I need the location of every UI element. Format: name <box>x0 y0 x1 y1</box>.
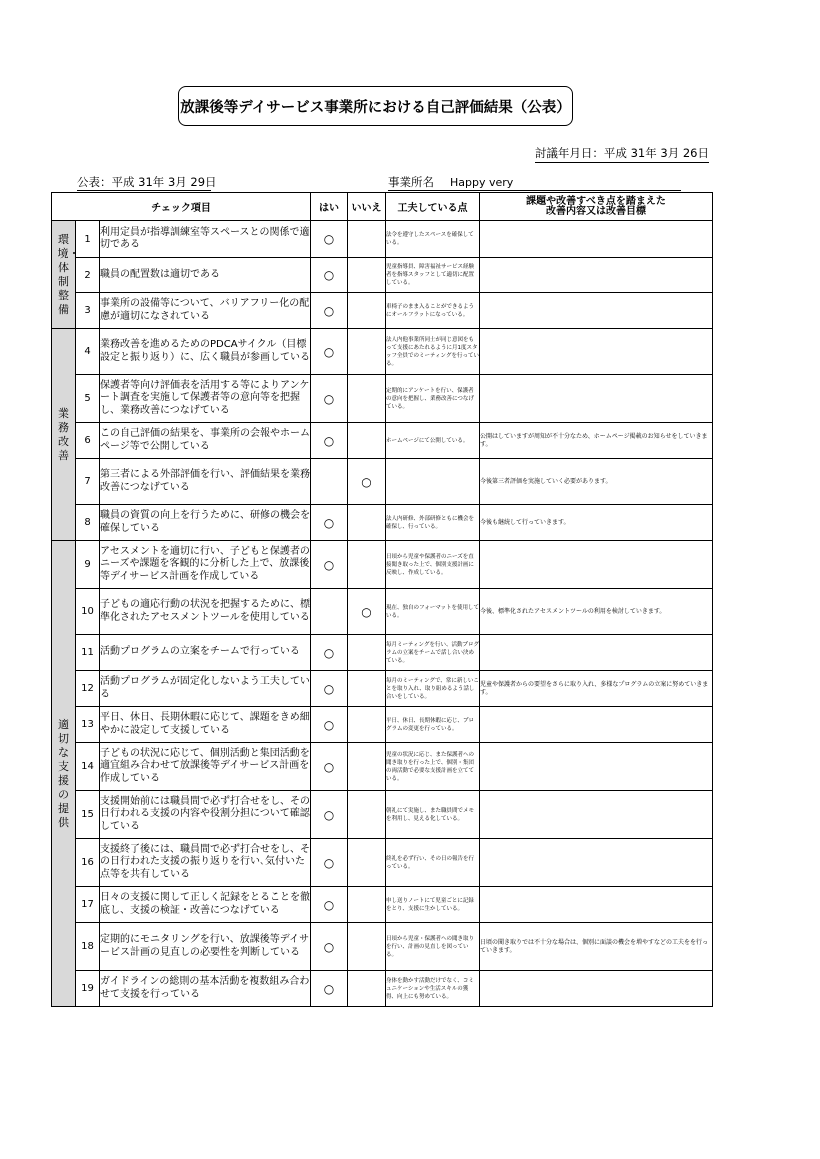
improvement-note <box>480 791 713 839</box>
yes-mark: ○ <box>311 221 348 258</box>
row-number: 9 <box>76 541 100 589</box>
improvement-note <box>480 839 713 887</box>
table-row <box>52 293 713 329</box>
table-row <box>52 671 713 707</box>
check-item: 職員の配置数は適切である <box>100 258 311 293</box>
publication-date: 公表：平成 31年 3月 29日 <box>77 175 217 189</box>
yes-mark: ○ <box>311 707 348 743</box>
yes-mark: ○ <box>311 375 348 423</box>
yes-mark: ○ <box>311 791 348 839</box>
no-mark: ○ <box>348 459 386 505</box>
table-row <box>52 791 713 839</box>
header-improvement <box>480 193 713 221</box>
category-label: 環境・体制整備 <box>57 232 80 316</box>
table-row <box>52 887 713 923</box>
header-improvement-line-2: 改善内容又は改善目標 <box>546 205 646 217</box>
row-number: 5 <box>76 375 100 423</box>
row-number: 1 <box>76 221 100 258</box>
effort-note: 法令を遵守したスペースを確保している。 <box>386 221 480 258</box>
row-number: 6 <box>76 423 100 459</box>
yes-mark: ○ <box>311 923 348 971</box>
improvement-note: 児童や保護者からの要望をさらに取り入れ、多様なプログラムの立案に努めていきます。 <box>480 671 713 707</box>
improvement-note: 今後第三者評価を実施していく必要があります。 <box>480 459 713 505</box>
office-name-field <box>388 174 681 191</box>
row-number: 4 <box>76 329 100 375</box>
yes-mark <box>311 459 348 505</box>
header-improvement-line-1: 課題や改善すべき点を踏まえた <box>526 195 666 207</box>
check-item: 日々の支援に関して正しく記録をとることを徹底し、支援の検証・改善につなげている <box>100 887 311 923</box>
check-item: 定期的にモニタリングを行い、放課後等デイサービス計画の見直しの必要性を判断している <box>100 923 311 971</box>
improvement-note <box>480 293 713 329</box>
check-item: 支援終了後には、職員間で必ず打合せをし、その日行われた支援の振り返りを行い､気付いた点等を共有している <box>100 839 311 887</box>
header-check-item: チェック項目 <box>52 193 311 221</box>
no-mark <box>348 541 386 589</box>
no-mark <box>348 258 386 293</box>
improvement-note <box>480 329 713 375</box>
yes-mark: ○ <box>311 258 348 293</box>
check-item: 業務改善を進めるためのPDCAサイクル（目標設定と振り返り）に、広く職員が参画している <box>100 329 311 375</box>
table-row <box>52 541 713 589</box>
row-number: 8 <box>76 505 100 541</box>
effort-note: 法人内他事業所同士が同じ意図をもって支援にあたれるように月1度スタッフ全員でのミーティングを行っている。 <box>386 329 480 375</box>
no-mark <box>348 635 386 671</box>
check-item: 活動プログラムの立案をチームで行っている <box>100 635 311 671</box>
effort-note: 日頃から児童・保護者への聞き取りを行い、計画の見直しを図っている。 <box>386 923 480 971</box>
yes-mark: ○ <box>311 887 348 923</box>
header-effort: 工夫している点 <box>386 193 480 221</box>
no-mark <box>348 839 386 887</box>
improvement-note <box>480 887 713 923</box>
row-number: 17 <box>76 887 100 923</box>
no-mark <box>348 791 386 839</box>
no-mark: ○ <box>348 589 386 635</box>
effort-note: ホームページにて公開している。 <box>386 423 480 459</box>
yes-mark: ○ <box>311 671 348 707</box>
table-header-row <box>52 193 713 221</box>
row-number: 12 <box>76 671 100 707</box>
table-row <box>52 423 713 459</box>
yes-mark: ○ <box>311 423 348 459</box>
improvement-note <box>480 743 713 791</box>
office-name-label: 事業所名 <box>388 175 434 189</box>
check-item: 利用定員が指導訓練室等スペースとの関係で適切である <box>100 221 311 258</box>
improvement-note: 日頃の聞き取りでは不十分な場合は、個別に面談の機会を増やすなどの工夫をを行っていきます。 <box>480 923 713 971</box>
check-item: 支援開始前には職員間で必ず打合せをし、その日行われる支援の内容や役割分担について確認している <box>100 791 311 839</box>
row-number: 11 <box>76 635 100 671</box>
effort-note: 車椅子のまま入ることができるようにオールフラットになっている。 <box>386 293 480 329</box>
check-item: 子どもの適応行動の状況を把握するために、標準化されたアセスメントツールを使用している <box>100 589 311 635</box>
row-number: 16 <box>76 839 100 887</box>
yes-mark: ○ <box>311 971 348 1007</box>
no-mark <box>348 671 386 707</box>
table-row <box>52 329 713 375</box>
improvement-note: 公開はしていますが周知が不十分なため、ホームページ掲載のお知らせをしていきます。 <box>480 423 713 459</box>
row-number: 2 <box>76 258 100 293</box>
improvement-note <box>480 971 713 1007</box>
office-name-value: Happy very <box>450 176 514 189</box>
row-number: 13 <box>76 707 100 743</box>
yes-mark: ○ <box>311 635 348 671</box>
check-item: ガイドラインの総則の基本活動を複数組み合わせて支援を行っている <box>100 971 311 1007</box>
effort-note: 申し送りノートにて児童ごとに記録をとり、支援に生かしている。 <box>386 887 480 923</box>
table-row <box>52 839 713 887</box>
effort-note: 法人内研修、外部研修ともに機会を確保し、行っている。 <box>386 505 480 541</box>
table-row <box>52 221 713 258</box>
row-number: 3 <box>76 293 100 329</box>
no-mark <box>348 221 386 258</box>
header-no: いいえ <box>348 193 386 221</box>
effort-note: 朝礼にて実施し、また職員間でメモを利用し、見える化している。 <box>386 791 480 839</box>
effort-note: 身体を動かす活動だけでなく、コミュニケーションや生活スキルの獲得、向上にも努めている。 <box>386 971 480 1007</box>
effort-note: 定期的にアンケートを行い、保護者の意向を把握し、業務改善につなげている。 <box>386 375 480 423</box>
yes-mark: ○ <box>311 541 348 589</box>
effort-note: 平日、休日、長期休暇に応じ、プログラムの変更を行っている。 <box>386 707 480 743</box>
improvement-note <box>480 635 713 671</box>
no-mark <box>348 707 386 743</box>
improvement-note <box>480 375 713 423</box>
row-number: 19 <box>76 971 100 1007</box>
table-row <box>52 707 713 743</box>
effort-note: 毎月のミーティングで、常に新しいことを取り入れ、取り組めるよう話し合いをしている。 <box>386 671 480 707</box>
table-row <box>52 971 713 1007</box>
improvement-note: 今後も継続して行っていきます。 <box>480 505 713 541</box>
page-title: 放課後等デイサービス事業所における自己評価結果（公表） <box>178 86 573 126</box>
check-item: 子どもの状況に応じて、個別活動と集団活動を適宜組み合わせて放課後等デイサービス計画を作成している <box>100 743 311 791</box>
table-row <box>52 923 713 971</box>
effort-note: 終礼を必ず行い、その日の報告を行っている。 <box>386 839 480 887</box>
check-item: 職員の資質の向上を行うために、研修の機会を確保している <box>100 505 311 541</box>
discussion-date: 討議年月日：平成 31年 3月 26日 <box>535 145 709 163</box>
improvement-note <box>480 258 713 293</box>
yes-mark <box>311 589 348 635</box>
no-mark <box>348 375 386 423</box>
no-mark <box>348 923 386 971</box>
table-row <box>52 743 713 791</box>
check-item: 第三者による外部評価を行い、評価結果を業務改善につなげている <box>100 459 311 505</box>
table-row <box>52 258 713 293</box>
row-number: 14 <box>76 743 100 791</box>
effort-note: 現在、独自のフォーマットを使用している。 <box>386 589 480 635</box>
table-row <box>52 375 713 423</box>
improvement-note <box>480 707 713 743</box>
check-item: アセスメントを適切に行い、子どもと保護者のニーズや課題を客観的に分析した上で、放課後等デイサービス計画を作成している <box>100 541 311 589</box>
yes-mark: ○ <box>311 505 348 541</box>
yes-mark: ○ <box>311 293 348 329</box>
row-number: 7 <box>76 459 100 505</box>
table-row <box>52 589 713 635</box>
no-mark <box>348 743 386 791</box>
no-mark <box>348 887 386 923</box>
check-item: 活動プログラムが固定化しないよう工夫している <box>100 671 311 707</box>
yes-mark: ○ <box>311 839 348 887</box>
header-yes: はい <box>311 193 348 221</box>
category-environment <box>52 221 80 329</box>
no-mark <box>348 423 386 459</box>
effort-note: 児童の状況に応じ、また保護者への聞き取りを行った上で、個別・集団の両活動で必要な支援計画を立てている。 <box>386 743 480 791</box>
effort-note: 児童指導員、障害福祉サービス経験者を指導スタッフとして適切に配置している。 <box>386 258 480 293</box>
table-row <box>52 635 713 671</box>
yes-mark: ○ <box>311 329 348 375</box>
no-mark <box>348 293 386 329</box>
effort-note: 毎月ミーティングを行い、活動プログラムの立案をチームで話し合い決めている。 <box>386 635 480 671</box>
table-row <box>52 505 713 541</box>
row-number: 18 <box>76 923 100 971</box>
check-item: 事業所の設備等について、バリアフリー化の配慮が適切になされている <box>100 293 311 329</box>
table-row <box>52 459 713 505</box>
yes-mark: ○ <box>311 743 348 791</box>
category-support <box>52 541 76 1007</box>
improvement-note: 今後、標準化されたアセスメントツールの利用を検討していきます。 <box>480 589 713 635</box>
category-operations <box>52 329 76 541</box>
row-number: 10 <box>76 589 100 635</box>
category-label: 適切な支援の提供 <box>58 717 69 829</box>
check-item: 平日、休日、長期休暇に応じて、課題をきめ細やかに設定して支援している <box>100 707 311 743</box>
no-mark <box>348 971 386 1007</box>
row-number: 15 <box>76 791 100 839</box>
improvement-note <box>480 541 713 589</box>
check-item: 保護者等向け評価表を活用する等によりアンケート調査を実施して保護者等の意向等を把握し、業務改善につなげている <box>100 375 311 423</box>
no-mark <box>348 505 386 541</box>
effort-note <box>386 459 480 505</box>
improvement-note <box>480 221 713 258</box>
category-label: 業務改善 <box>58 406 69 462</box>
effort-note: 日頃から児童や保護者のニーズを直接聞き取った上で、個別支援計画に反映し、作成している。 <box>386 541 480 589</box>
self-evaluation-table <box>51 192 713 1007</box>
no-mark <box>348 329 386 375</box>
check-item: この自己評価の結果を、事業所の会報やホームページ等で公開している <box>100 423 311 459</box>
